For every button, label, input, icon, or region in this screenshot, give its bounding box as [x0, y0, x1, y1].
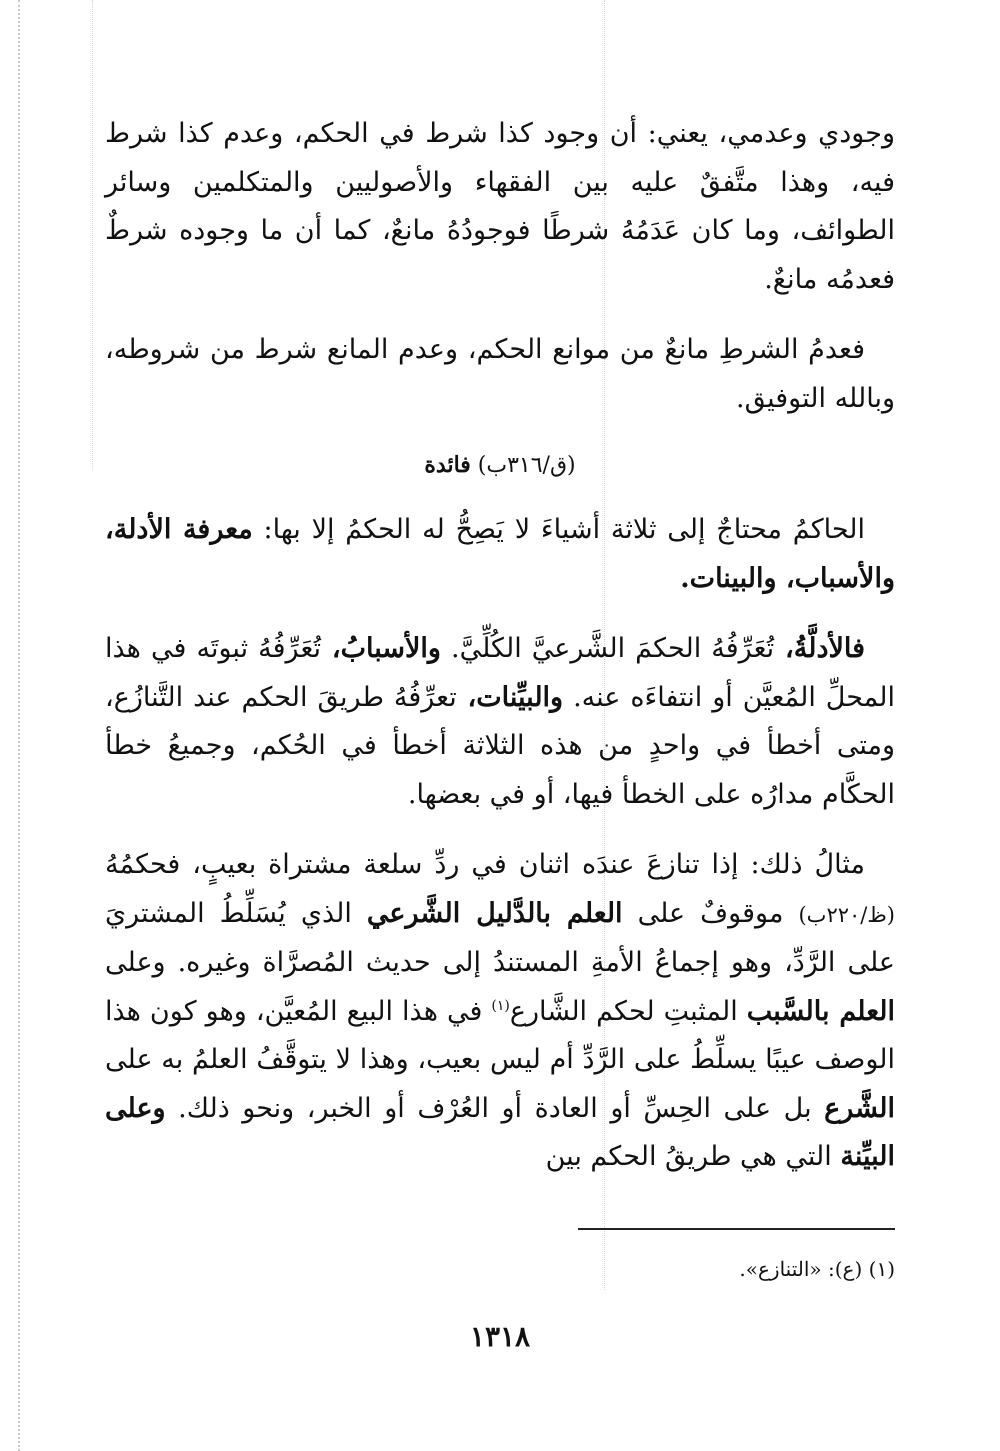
- scan-margin-dots: [18, 0, 20, 1451]
- p5-text-4: المثبتِ لحكم الشَّارع: [509, 995, 747, 1027]
- p5-text-5: في هذا البيع المُعيَّن، وهو كون هذا الوصف عيبًا يسلِّطُ على الرَّدِّ أم ليس بعيب، وهذا لا يتوقَّفُ العلمُ به على: [105, 995, 895, 1075]
- footnote-marker: (١): [491, 997, 510, 1014]
- paragraph-4: [105, 625, 895, 819]
- p4-bold-1: فالأدلَّةُ،: [774, 633, 865, 664]
- page-number: ١٣١٨: [469, 1320, 531, 1353]
- p4-bold-2: والأسبابُ،: [320, 633, 441, 664]
- p4-text-3: تعرِّفُهُ طريقَ الحكم عند التَّنازُع، ومتى أخطأ في واحدٍ من هذه الثلاثة أخطأ في الحُكم، وجميعُ خطأ الحكَّام مدارُه على الخطأ فيها، أو في بعضها.: [105, 681, 895, 810]
- p5-text-7: التي هي طريقُ الحكم بين: [545, 1141, 841, 1172]
- footnote: [395, 1253, 895, 1285]
- p4-text-2: تُعَرِّفُهُ ثبوتَه في هذا المحلِّ المُعيَّن أو انتفاءَه عنه.: [105, 633, 896, 713]
- p5-manuscript-ref: (ظ/٢٢٠ب): [798, 902, 895, 927]
- p5-bold-2: العلم بالسَّبب: [746, 995, 895, 1027]
- p4-text-1: تُعَرِّفُهُ الحكمَ الشَّرعيَّ الكُلِّيَّ.: [440, 633, 775, 664]
- p5-text-1: مثالُ ذلك: إذا تنازعَ عندَه اثنان في ردِّ سلعة مشتراة بعيبٍ، فحكمُهُ: [105, 849, 865, 880]
- footnote-number: (١): [868, 1257, 895, 1281]
- p5-text-6: بل على الحِسِّ أو العادة أو العُرْف أو الخبر، ونحو ذلك.: [165, 1092, 825, 1124]
- p5-text-3: الذي يُسَلِّطُ المشتريَ على الرَّدِّ، وهو إجماعُ الأمةِ المستندُ إلى حديث المُصرَّاة وغيره. وعلى: [105, 897, 895, 978]
- page-body: [105, 110, 895, 1204]
- p3-text: الحاكمُ محتاجٌ إلى ثلاثة أشياءَ لا يَصِحُّ له الحكمُ إلا بها:: [252, 514, 865, 545]
- paragraph-1: وجودي وعدمي، يعني: أن وجود كذا شرط في الحكم، وعدم كذا شرط فيه، وهذا متَّفقٌ عليه بين الفقهاء والأصوليين والمتكلمين وسائر الطوائف، وما كان عَدَمُهُ شرطًا فوجودُهُ مانعٌ، كما أن ما وجوده شرطٌ فعدمُه مانعٌ.: [105, 118, 895, 295]
- p5-bold-1: العلم بالدَّليل الشَّرعي: [366, 897, 623, 929]
- manuscript-ref: (ق/٣١٦ب): [477, 453, 576, 478]
- p5-bold-3: الشَّرع: [824, 1092, 895, 1124]
- footnote-text: (ع): «التنازع».: [739, 1257, 863, 1281]
- p3-bold: معرفة الأدلة، والأسباب، والبينات.: [105, 514, 895, 594]
- section-heading: [105, 445, 895, 486]
- heading-title: فائدة: [424, 452, 471, 478]
- footnote-separator: [578, 1228, 895, 1230]
- scan-margin-dots-inner: [92, 0, 93, 470]
- p5-text-2: موقوفٌ على: [622, 897, 799, 929]
- p5-bold-4: وعلى البيِّنة: [105, 1092, 895, 1172]
- paragraph-5: [105, 841, 895, 1182]
- paragraph-3: [105, 506, 895, 603]
- p4-bold-3: والبيِّنات،: [456, 681, 564, 713]
- paragraph-2: فعدمُ الشرطِ مانعٌ من موانع الحكم، وعدم المانع شرط من شروطه، وبالله التوفيق.: [105, 334, 895, 414]
